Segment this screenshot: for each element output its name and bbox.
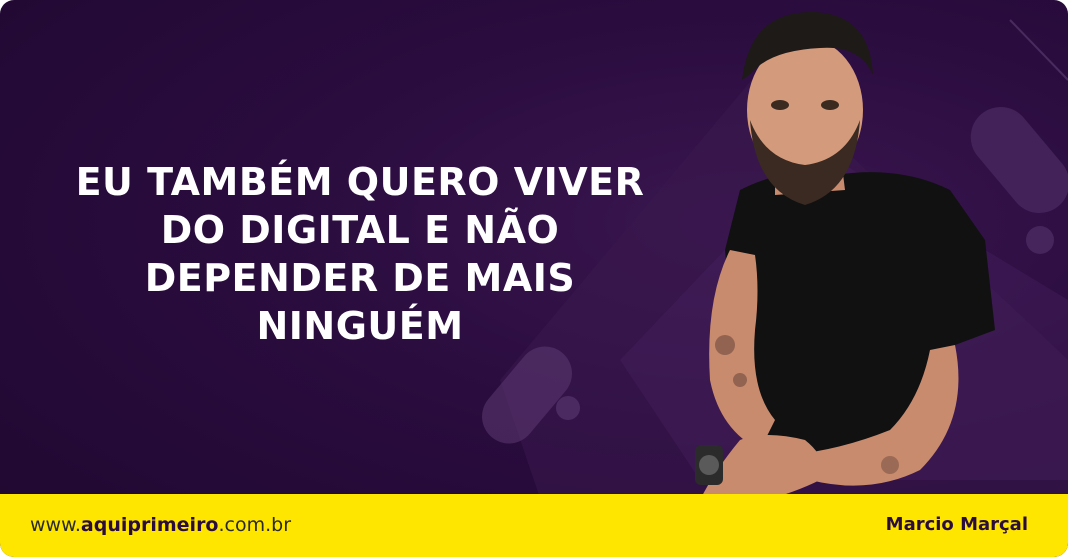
headline — [40, 158, 680, 350]
headline-line-1: EU TAMBÉM QUERO VIVER — [75, 160, 645, 204]
deco-dot-left — [556, 396, 580, 420]
footer-bar — [0, 494, 1068, 557]
deco-dot-right — [1026, 226, 1054, 254]
deco-line — [1010, 20, 1068, 80]
url-suffix: .com.br — [218, 514, 292, 536]
website-link[interactable] — [30, 514, 291, 536]
author-name: Marcio Marçal — [885, 514, 1028, 535]
url-prefix: www. — [30, 514, 81, 536]
headline-line-4: NINGUÉM — [256, 304, 464, 348]
tattoo — [715, 335, 735, 355]
headline-line-3: DEPENDER DE MAIS — [144, 256, 576, 300]
url-brand: aquiprimeiro — [80, 514, 219, 536]
headline-line-2: DO DIGITAL E NÃO — [160, 208, 560, 252]
